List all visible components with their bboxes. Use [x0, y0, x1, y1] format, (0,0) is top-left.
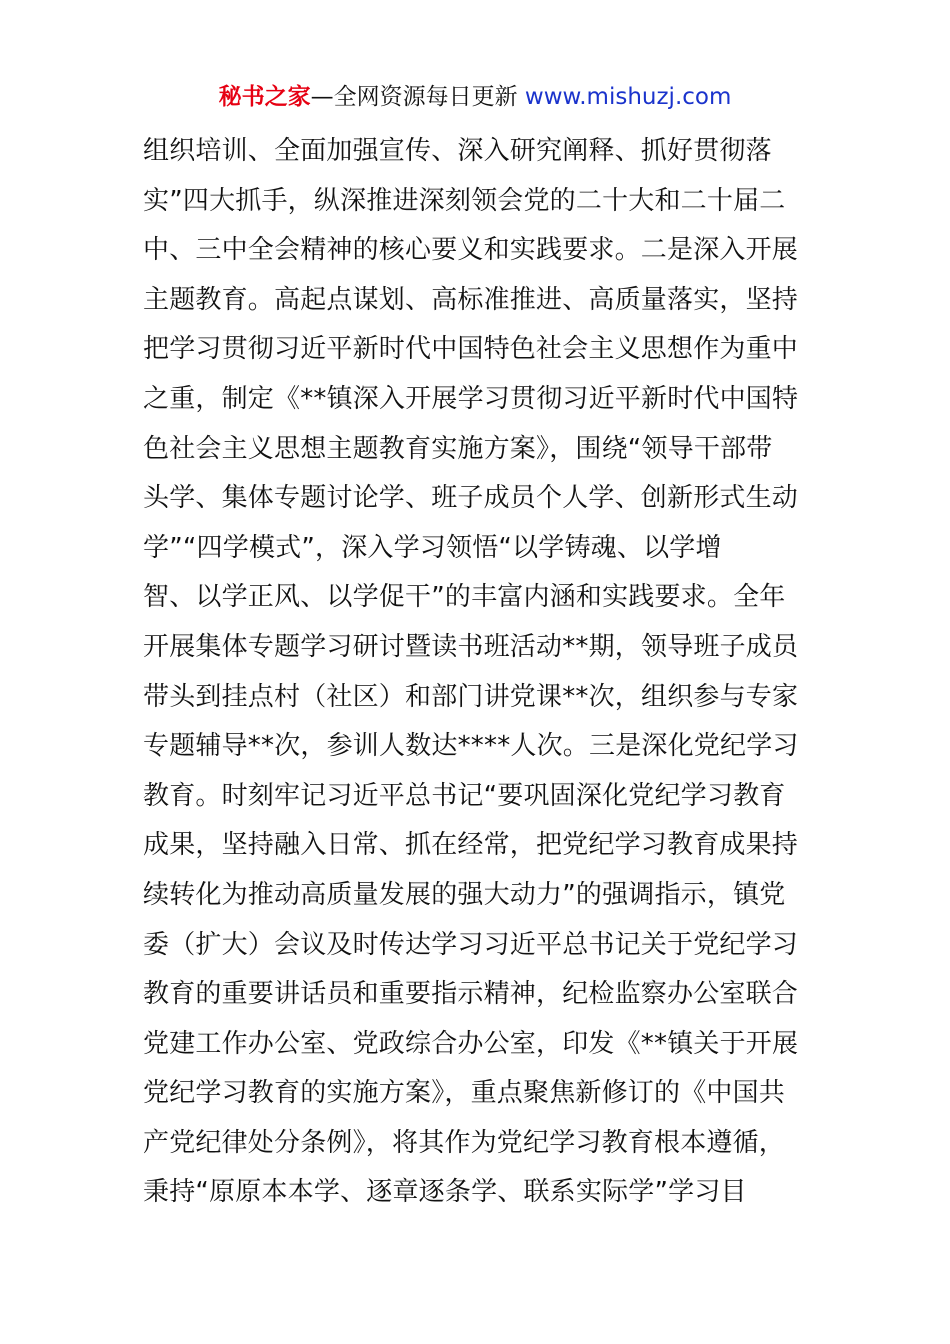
site-brand: 秘书之家 — [218, 84, 311, 110]
text-line: 开展集体专题学习研讨暨读书班活动**期，领导班子成员 — [143, 631, 799, 662]
text-line: 秉持“原原本本学、逐章逐条学、联系实际学”学习目 — [143, 1177, 747, 1208]
text-line: 委（扩大）会议及时传达学习习近平总书记关于党纪学习 — [143, 929, 799, 960]
text-line: 中、三中全会精神的核心要义和实践要求。二是深入开展 — [143, 235, 799, 266]
text-line: 产党纪律处分条例》，将其作为党纪学习教育根本遵循， — [143, 1127, 786, 1158]
text-line: 带头到挂点村（社区）和部门讲党课**次，组织参与专家 — [143, 681, 799, 712]
text-line: 把学习贯彻习近平新时代中国特色社会主义思想作为重中 — [143, 334, 799, 365]
site-url: www.mishuzj.com — [524, 84, 732, 110]
text-line: 之重，制定《**镇深入开展学习贯彻习近平新时代中国特 — [143, 383, 799, 414]
text-line: 智、以学正风、以学促干”的丰富内涵和实践要求。全年 — [143, 582, 786, 613]
text-line: 续转化为推动高质量发展的强大动力”的强调指示，镇党 — [143, 879, 786, 910]
text-line: 教育。时刻牢记习近平总书记“要巩固深化党纪学习教育 — [143, 780, 786, 811]
text-line: 实”四大抓手，纵深推进深刻领会党的二十大和二十届二 — [143, 185, 786, 216]
text-line: 主题教育。高起点谋划、高标准推进、高质量落实，坚持 — [143, 284, 799, 315]
text-line: 组织培训、全面加强宣传、深入研究阐释、抓好贯彻落 — [143, 136, 772, 166]
document-body — [143, 127, 823, 1218]
text-line: 教育的重要讲话员和重要指示精神，纪检监察办公室联合 — [143, 979, 799, 1010]
text-line: 学”“四学模式”，深入学习领悟“以学铸魂、以学增 — [143, 532, 722, 563]
text-line: 党纪学习教育的实施方案》，重点聚焦新修订的《中国共 — [143, 1078, 786, 1109]
text-line: 成果，坚持融入日常、抓在经常，把党纪学习教育成果持 — [143, 830, 799, 861]
text-line: 党建工作办公室、党政综合办公室，印发《**镇关于开展 — [143, 1028, 799, 1059]
text-line: 头学、集体专题讨论学、班子成员个人学、创新形式生动 — [143, 483, 799, 514]
text-line: 色社会主义思想主题教育实施方案》，围绕“领导干部带 — [143, 433, 773, 464]
text-line: 专题辅导**次，参训人数达****人次。三是深化党纪学习 — [143, 731, 799, 762]
site-tagline: —全网资源每日更新 — [310, 84, 525, 110]
page-header — [0, 80, 950, 114]
